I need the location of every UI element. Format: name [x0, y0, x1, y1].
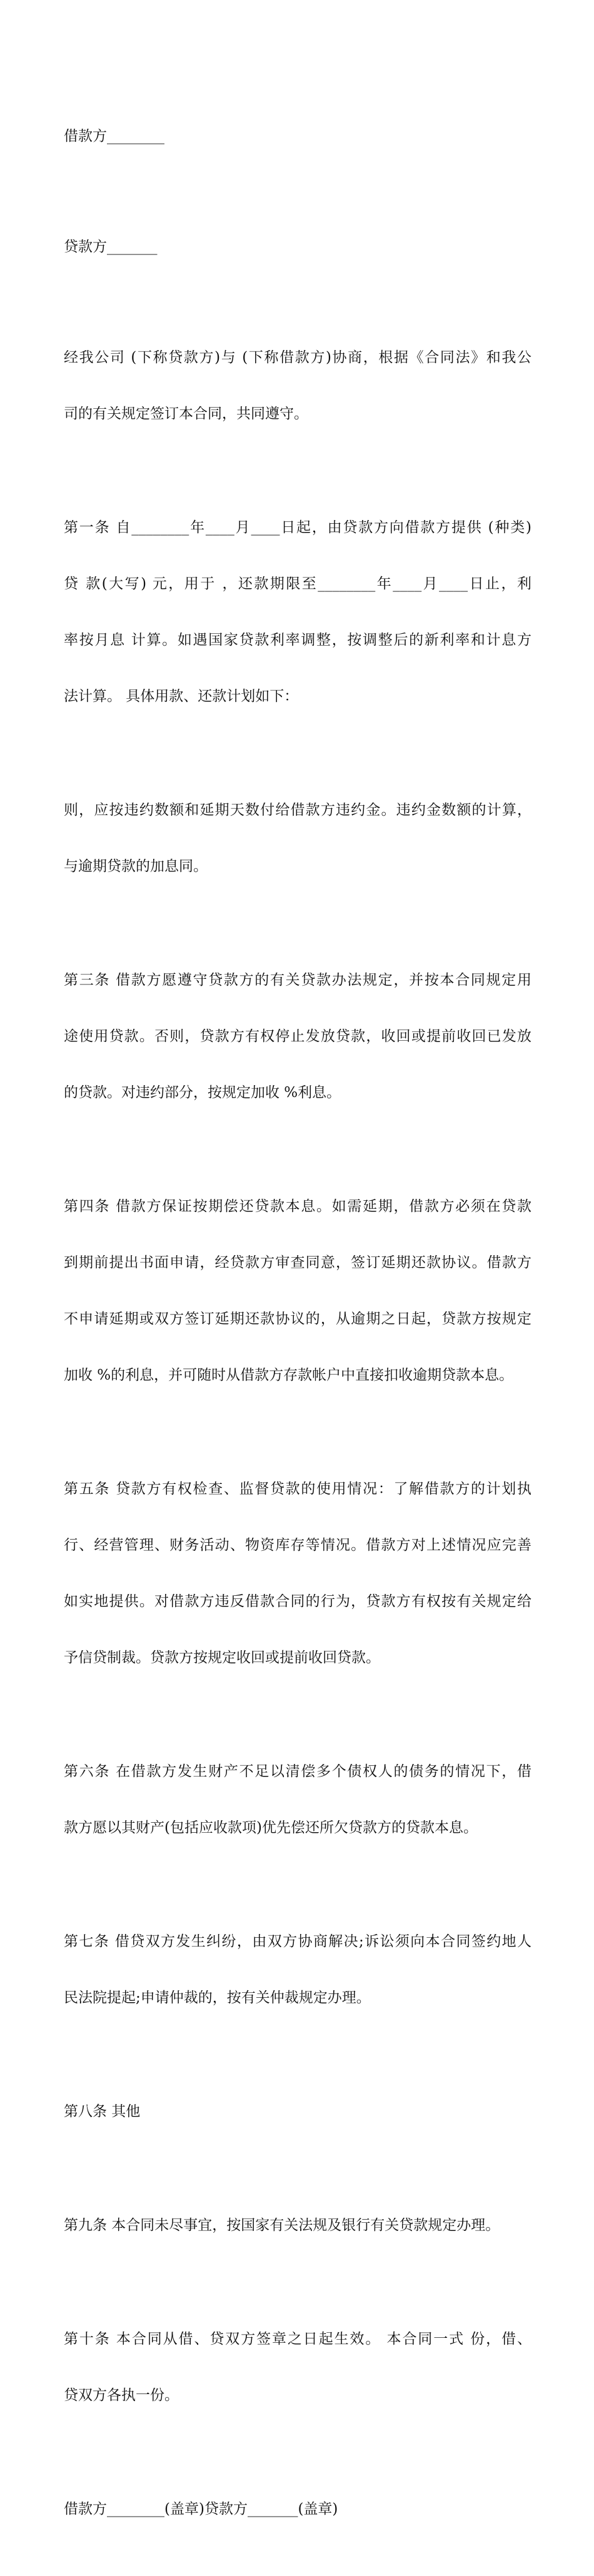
lender-line — [64, 200, 531, 294]
text-line: 途使用贷款。否则，贷款方有权停止发放贷款，收回或提前收回已发放 — [64, 1028, 531, 1045]
text-line: 第八条 其他 — [64, 2103, 141, 2120]
article-7 — [64, 1895, 531, 2045]
text-line: 贷双方各执一份。 — [64, 2387, 179, 2403]
text-line: 贷 款(大写) 元，用于 ，还款期限至________年____月____日止，利 — [64, 576, 531, 592]
text-line: 予信贷制裁。贷款方按规定收回或提前收回贷款。 — [64, 1650, 380, 1666]
text-line: 第三条 借款方愿遵守贷款方的有关贷款办法规定，并按本合同规定用 — [64, 972, 531, 988]
text-line: 第五条 贷款方有权检查、监督贷款的使用情况：了解借款方的计划执 — [64, 1481, 531, 1497]
text-line: 民法院提起;申请仲裁的，按有关仲裁规定办理。 — [64, 1990, 371, 2006]
article-5 — [64, 1442, 531, 1705]
article-6 — [64, 1725, 531, 1875]
article-9 — [64, 2178, 531, 2272]
article-8 — [64, 2065, 531, 2158]
borrower-text: 借款方________ — [64, 128, 164, 144]
text-line: 第七条 借贷双方发生纠纷，由双方协商解决;诉讼须向本合同签约地人 — [64, 1933, 531, 1950]
intro-paragraph — [64, 311, 531, 461]
text-line: 加收 %的利息，并可随时从借款方存款帐户中直接扣收逾期贷款本息。 — [64, 1367, 514, 1383]
text-line: 第一条 自________年____月____日起，由贷款方向借款方提供 (种类) — [64, 519, 531, 536]
text-line: 的贷款。对违约部分，按规定加收 %利息。 — [64, 1085, 341, 1101]
article-4 — [64, 1160, 531, 1422]
text-line: 如实地提供。对借款方违反借款合同的行为，贷款方有权按有关规定给 — [64, 1593, 531, 1610]
text-line: 行、经营管理、财务活动、物资库存等情况。借款方对上述情况应完善 — [64, 1537, 531, 1553]
borrower-line — [64, 89, 531, 183]
text-line: 第四条 借款方保证按期偿还贷款本息。如需延期，借款方必须在贷款 — [64, 1198, 531, 1215]
text-line: 与逾期贷款的加息同。 — [64, 858, 208, 875]
text-line: 司的有关规定签订本合同，共同遵守。 — [64, 406, 308, 422]
signature-text: 借款方________(盖章)贷款方_______(盖章) — [64, 2501, 338, 2517]
text-line: 不申请延期或双方签订延期还款协议的，从逾期之日起，贷款方按规定 — [64, 1311, 531, 1327]
text-line: 到期前提出书面申请，经贷款方审查同意，签订延期还款协议。借款方 — [64, 1255, 531, 1271]
text-line: 第九条 本合同未尽事宜，按国家有关法规及银行有关贷款规定办理。 — [64, 2217, 500, 2233]
contract-body — [64, 89, 531, 2576]
lender-text: 贷款方_______ — [64, 239, 158, 255]
penalty-paragraph — [64, 763, 531, 913]
text-line: 款方愿以其财产(包括应收款项)优先偿还所欠贷款方的贷款本息。 — [64, 1820, 478, 1836]
signature-block — [64, 2462, 531, 2556]
text-line: 第六条 在借款方发生财产不足以清偿多个债权人的债务的情况下，借 — [64, 1763, 531, 1780]
article-3 — [64, 933, 531, 1140]
article-10 — [64, 2292, 531, 2442]
text-line: 率按月息 计算。如遇国家贷款利率调整，按调整后的新利率和计息方 — [64, 632, 531, 648]
article-1 — [64, 481, 531, 743]
text-line: 则，应按违约数额和延期天数付给借款方违约金。违约金数额的计算， — [64, 802, 531, 818]
text-line: 经我公司 (下称贷款方)与 (下称借款方)协商，根据《合同法》和我公 — [64, 349, 531, 366]
text-line: 法计算。 具体用款、还款计划如下： — [64, 688, 299, 704]
text-line: 第十条 本合同从借、贷双方签章之日起生效。 本合同一式 份，借、 — [64, 2331, 531, 2347]
